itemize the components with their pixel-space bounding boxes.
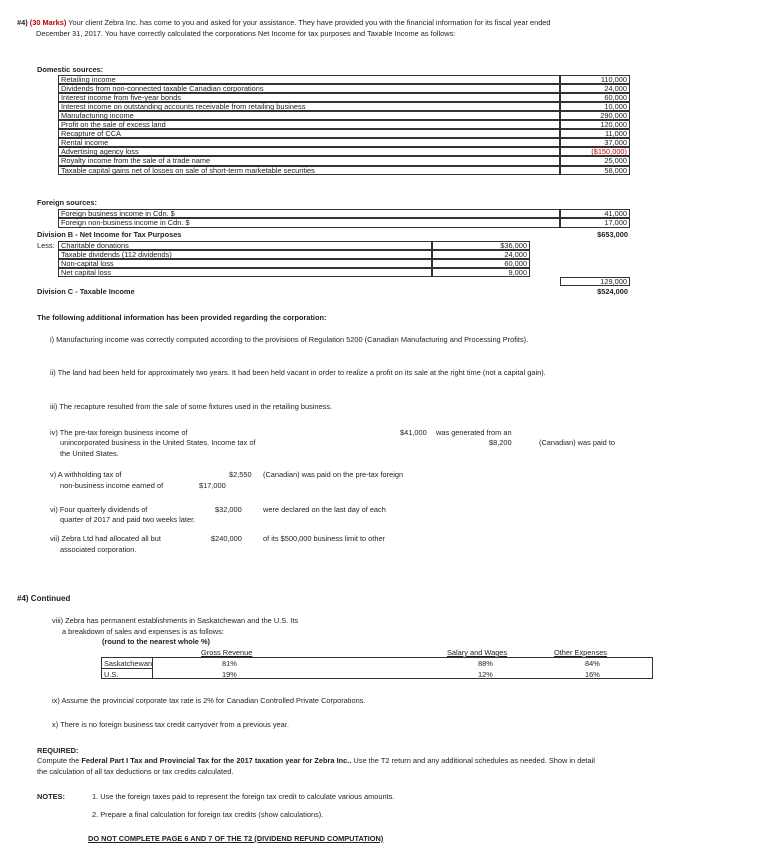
- item-v-amount2: $17,000: [199, 481, 226, 490]
- item-viii-line1: viii) Zebra has permanent establishments in Saskatchewan and the U.S. Its: [52, 616, 299, 625]
- domestic-income-value: 110,000: [560, 75, 630, 84]
- item-iv-text1: was generated from an: [436, 428, 512, 437]
- item-vi-amount: $32,000: [215, 505, 242, 514]
- additional-heading: The following additional information has been provided regarding the corporation:: [37, 313, 327, 322]
- division-c-value: $524,000: [597, 287, 628, 296]
- foreign-income-label: Foreign non-business income in Cdn. $: [58, 218, 560, 227]
- allocation-gross: 81%: [222, 659, 237, 668]
- item-viii-line2: a breakdown of sales and expenses is as follows:: [62, 627, 224, 636]
- deduction-value: 24,000: [432, 250, 530, 259]
- domestic-income-value: ($150,000): [560, 147, 630, 156]
- domestic-income-value: 24,000: [560, 84, 630, 93]
- domestic-income-label: Taxable capital gains net of losses on sale of short-term marketable securities: [58, 166, 560, 175]
- domestic-income-label: Recapture of CCA: [58, 129, 560, 138]
- item-v-text1: (Canadian) was paid on the pre-tax foreign: [263, 470, 404, 479]
- item-ii: ii) The land had been held for approximately two years. It had been held vacant in order to realize a profit on its sale at the right time (not a capital gain).: [50, 368, 546, 377]
- domestic-income-label: Retailing income: [58, 75, 560, 84]
- required-emphasis: Federal Part I Tax and Provincial Tax for the 2017 taxation year for Zebra Inc..: [81, 756, 352, 765]
- allocation-other: 16%: [585, 669, 600, 679]
- question-intro: [17, 18, 551, 27]
- deductions-total: 129,000: [560, 277, 630, 286]
- foreign-income-value: 41,000: [560, 209, 630, 218]
- item-iv-amount1: $41,000: [400, 428, 427, 437]
- notes-label: NOTES:: [37, 792, 65, 801]
- item-v-line2: non-business income earned of: [60, 481, 164, 490]
- marks-label: (30 Marks): [29, 18, 67, 27]
- intro-line-1: Your client Zebra Inc. has come to you and asked for your assistance. They have provided you with the financial information for its fiscal year ended: [68, 18, 551, 27]
- required-line-1: [37, 756, 595, 765]
- domestic-income-label: Dividends from non-connected taxable Canadian corporations: [58, 84, 560, 93]
- item-vii-text: of its $500,000 business limit to other: [263, 534, 386, 543]
- item-vii-line1: vii) Zebra Ltd had allocated all but: [50, 534, 161, 543]
- less-label: Less:: [37, 241, 55, 250]
- domestic-income-value: 10,000: [560, 102, 630, 111]
- domestic-income-value: 60,000: [560, 93, 630, 102]
- required-tail: Use the T2 return and any additional schedules as needed. Show in detail: [351, 756, 595, 765]
- item-i: i) Manufacturing income was correctly computed according to the provisions of Regulation 5200 (Canadian Manufacturing and Processing Profits).: [50, 335, 529, 344]
- domestic-income-label: Royalty income from the sale of a trade name: [58, 156, 560, 165]
- foreign-income-label: Foreign business income in Cdn. $: [58, 209, 560, 218]
- col-salary-wages: Salary and Wages: [447, 648, 508, 657]
- item-vi-line2: quarter of 2017 and paid two weeks later.: [60, 515, 196, 524]
- allocation-region: U.S.: [104, 669, 119, 679]
- deduction-label: Net capital loss: [58, 268, 432, 277]
- item-ix: ix) Assume the provincial corporate tax rate is 2% for Canadian Controlled Private Corporations.: [52, 696, 366, 705]
- continued-heading: #4) Continued: [17, 594, 71, 603]
- item-v-amount1: $2,550: [229, 470, 252, 479]
- domestic-income-label: Interest income on outstanding accounts receivable from retailing business: [58, 102, 560, 111]
- domestic-income-value: 37,000: [560, 138, 630, 147]
- deduction-value: 60,000: [432, 259, 530, 268]
- domestic-heading: Domestic sources:: [37, 65, 104, 74]
- domestic-income-label: Rental income: [58, 138, 560, 147]
- foreign-heading: Foreign sources:: [37, 198, 97, 207]
- allocation-gross: 19%: [222, 669, 237, 679]
- note-2: 2. Prepare a final calculation for foreign tax credits (show calculations).: [92, 810, 324, 819]
- deduction-label: Charitable donations: [58, 241, 432, 250]
- domestic-income-value: 120,000: [560, 120, 630, 129]
- required-heading: REQUIRED:: [37, 746, 79, 755]
- deduction-value: $36,000: [432, 241, 530, 250]
- domestic-income-value: 11,000: [560, 129, 630, 138]
- round-note: (round to the nearest whole %): [102, 637, 210, 646]
- item-iii: iii) The recapture resulted from the sale of some fixtures used in the retailing business.: [50, 402, 333, 411]
- item-vii-line2: associated corporation.: [60, 545, 137, 554]
- division-b-value: $653,000: [597, 230, 628, 239]
- deduction-label: Taxable dividends (112 dividends): [58, 250, 432, 259]
- allocation-salary: 88%: [478, 659, 493, 668]
- item-vi-line1: vi) Four quarterly dividends of: [50, 505, 148, 514]
- col-other-expenses: Other Expenses: [554, 648, 607, 657]
- allocation-salary: 12%: [478, 669, 493, 679]
- item-iv-line3: the United States.: [60, 449, 119, 458]
- domestic-income-label: Advertising agency loss: [58, 147, 560, 156]
- division-b-label: Division B - Net Income for Tax Purposes: [37, 230, 182, 239]
- item-v-line1: v) A withholding tax of: [50, 470, 122, 479]
- item-vi-text: were declared on the last day of each: [263, 505, 386, 514]
- item-vii-amount: $240,000: [211, 534, 242, 543]
- item-x: x) There is no foreign business tax credit carryover from a previous year.: [52, 720, 289, 729]
- note-1: 1. Use the foreign taxes paid to represent the foreign tax credit to calculate various amounts.: [92, 792, 395, 801]
- item-iv-line1: iv) The pre-tax foreign business income of: [50, 428, 188, 437]
- allocation-box: [101, 657, 653, 679]
- deduction-value: 9,000: [432, 268, 530, 277]
- domestic-income-value: 25,000: [560, 156, 630, 165]
- question-number: #4): [17, 18, 28, 27]
- item-iv-line2: unincorporated business in the United States. Income tax of: [60, 438, 256, 447]
- domestic-income-label: Interest income from five-year bonds: [58, 93, 560, 102]
- domestic-income-label: Profit on the sale of excess land: [58, 120, 560, 129]
- deduction-label: Non-capital loss: [58, 259, 432, 268]
- domestic-income-label: Manufacturing income: [58, 111, 560, 120]
- col-gross-revenue: Gross Revenue: [201, 648, 253, 657]
- required-lead: Compute the: [37, 756, 82, 765]
- allocation-region: Saskatchewan: [104, 659, 153, 668]
- item-iv-text2: (Canadian) was paid to: [539, 438, 616, 447]
- division-c-label: Division C - Taxable Income: [37, 287, 135, 296]
- intro-line-2: December 31, 2017. You have correctly calculated the corporations Net Income for tax purposes and Taxable Income as follows:: [36, 29, 456, 38]
- allocation-other: 84%: [585, 659, 600, 668]
- footer-instruction: DO NOT COMPLETE PAGE 6 AND 7 OF THE T2 (DIVIDEND REFUND COMPUTATION): [88, 834, 384, 843]
- domestic-income-value: 58,000: [560, 166, 630, 175]
- item-iv-amount2: $8,200: [489, 438, 512, 447]
- foreign-income-value: 17,000: [560, 218, 630, 227]
- domestic-income-value: 290,000: [560, 111, 630, 120]
- required-line-2: the calculation of all tax deductions or tax credits calculated.: [37, 767, 234, 776]
